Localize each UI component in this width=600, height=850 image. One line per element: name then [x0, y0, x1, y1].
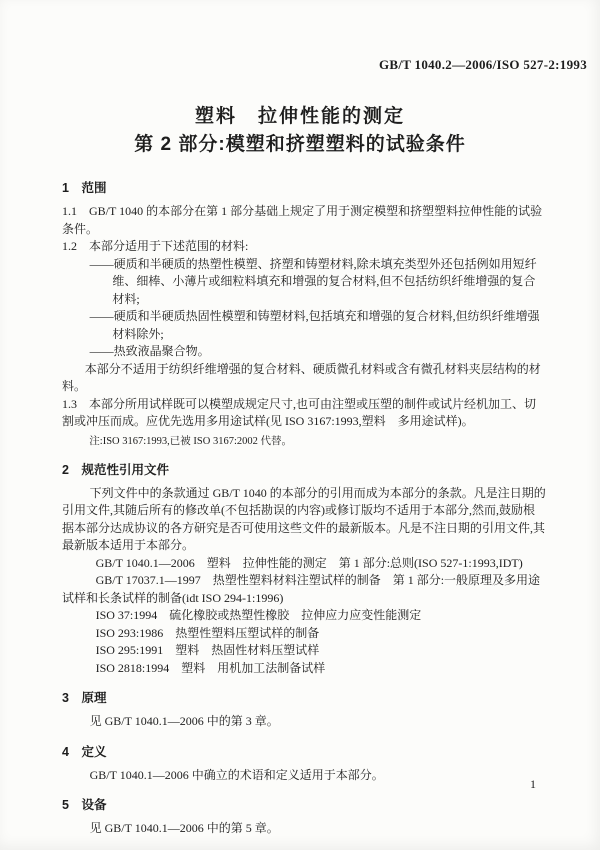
clause-1-3: 1.3 本部分所用试样既可以模塑成规定尺寸,也可由注塑或压塑的制件或试片经机加工、切割或冲压而成。应优先选用多用途试样(见 ISO 3167:1993,塑料 多用途试样)。	[62, 396, 537, 428]
document-body	[0, 179, 600, 838]
section-4-heading: 4 定义	[62, 744, 107, 759]
principle-body: 见 GB/T 1040.1—2006 中的第 3 章。	[89, 714, 279, 728]
equipment-body: 见 GB/T 1040.1—2006 中的第 5 章。	[89, 821, 279, 835]
reference-item-6: ISO 2818:1994 塑料 用机加工法制备试样	[95, 660, 326, 675]
reference-item-3: ISO 37:1994 硫化橡胶或热塑性橡胶 拉伸应力应变性能测定	[95, 608, 422, 622]
doc-title-line2: 第 2 部分:模塑和挤塑塑料的试验条件	[134, 134, 466, 155]
material-bullet-1: ——硬质和半硬质的热塑性模塑、挤塑和铸塑材料,除未填充类型外还包括例如用短纤维、细棒、小薄片或细粒料填充和增强的复合材料,但不包括纺织纤维增强的复合材料;	[89, 256, 537, 306]
material-bullet-2: ——硬质和半硬质热固性模塑和铸塑材料,包括填充和增强的复合材料,但纺织纤维增强材料除外;	[89, 309, 540, 341]
reference-item-1: GB/T 1040.1—2006 塑料 拉伸性能的测定 第 1 部分:总则(ISO 527-1:1993,IDT)	[95, 555, 523, 570]
material-bullet-3: ——热致液晶聚合物。	[89, 344, 210, 358]
normative-intro: 下列文件中的条款通过 GB/T 1040 的本部分的引用而成为本部分的条款。凡是注日期的引用文件,其随后所有的修改单(不包括勘误的内容)或修订版均不适用于本部分,然而,鼓励根据本部分达成协议的各方研究是否可使用这些文件的最新版本。凡是不注日期的引用文件,其最新版本适用于本部分。	[62, 485, 546, 552]
clause-1-3-note: 注:ISO 3167:1993,已被 ISO 3167:2002 代替。	[89, 435, 293, 447]
section-1-heading: 1 范围	[62, 181, 107, 195]
reference-item-2: GB/T 17037.1—1997 热塑性塑料材料注塑试样的制备 第 1 部分:一般原理及多用途试样和长条试样的制备(idt ISO 294-1:1996)	[62, 573, 541, 605]
section-3-heading: 3 原理	[62, 691, 107, 705]
clause-1-2: 1.2 本部分适用于下述范围的材料:	[62, 239, 249, 253]
page-number: 1	[530, 777, 536, 791]
standard-code: GB/T 1040.2—2006/ISO 527-2:1993	[378, 57, 587, 72]
section-2-heading: 2 规范性引用文件	[62, 462, 169, 477]
reference-item-4: ISO 293:1986 热塑性塑料压塑试样的制备	[95, 625, 320, 640]
section-5-heading: 5 设备	[62, 798, 107, 812]
doc-title-line1: 塑料 拉伸性能的测定	[194, 106, 405, 127]
clause-1-1: 1.1 GB/T 1040 的本部分在第 1 部分基础上规定了用于测定模塑和挤塑塑料拉伸性能的试验条件。	[62, 204, 543, 236]
reference-item-5: ISO 295:1991 塑料 热固性材料压塑试样	[95, 643, 320, 657]
scope-exclusion: 本部分不适用于纺织纤维增强的复合材料、硬质微孔材料或含有微孔材料夹层结构的材料。	[62, 361, 541, 393]
definitions-body: GB/T 1040.1—2006 中确立的术语和定义适用于本部分。	[89, 767, 384, 782]
